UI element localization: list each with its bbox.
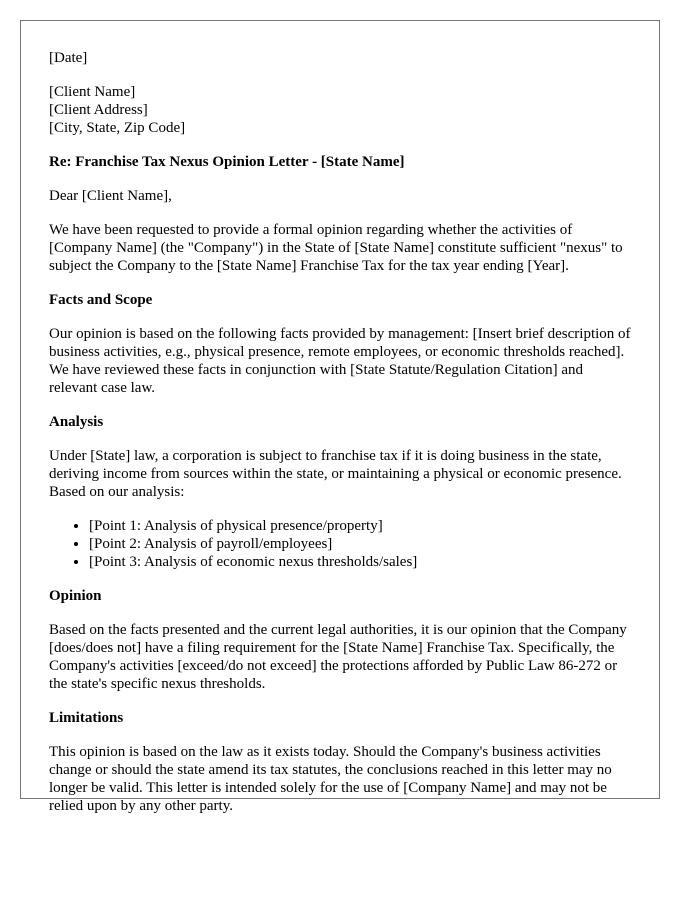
opinion-heading: Opinion bbox=[49, 588, 102, 604]
letter-date: [Date] bbox=[49, 50, 88, 66]
subject-line: Re: Franchise Tax Nexus Opinion Letter - [State Name] bbox=[49, 154, 405, 170]
analysis-paragraph: Under [State] law, a corporation is subject to franchise tax if it is doing business in the state, deriving income from sources within the state, or maintaining a physical or economic presence. Based on our analysis: bbox=[49, 448, 622, 500]
intro-paragraph: We have been requested to provide a formal opinion regarding whether the activities of [Company Name] (the "Company") in the State of [State Name] constitute sufficient "nexus" to subject the Company to the [State Name] Franchise Tax for the tax year ending [Year]. bbox=[49, 222, 623, 274]
client-address: [Client Address] bbox=[49, 102, 148, 118]
letter-page bbox=[20, 20, 660, 814]
limitations-paragraph: This opinion is based on the law as it exists today. Should the Company's business activities change or should the state amend its tax statutes, the conclusions reached in this letter may no longer be valid. This letter is intended solely for the use of [Company Name] and may not be relied upon by any other party. bbox=[49, 744, 612, 814]
list-item: • [Point 1: Analysis of physical presence/property] bbox=[89, 517, 635, 535]
list-item: • [Point 3: Analysis of economic nexus thresholds/sales] bbox=[89, 553, 635, 571]
list-item: • [Point 2: Analysis of payroll/employees] bbox=[89, 535, 635, 553]
facts-paragraph: Our opinion is based on the following facts provided by management: [Insert brief description of business activities, e.g., physical presence, remote employees, or economic thresholds reached]. We have reviewed these facts in conjunction with [State Statute/Regulation Citation] and relevant case law. bbox=[49, 326, 631, 396]
client-name: [Client Name] bbox=[49, 84, 136, 100]
facts-heading: Facts and Scope bbox=[49, 292, 153, 308]
client-address-block bbox=[49, 83, 635, 137]
opinion-paragraph: Based on the facts presented and the current legal authorities, it is our opinion that the Company [does/does not] have a filing requirement for the [State Name] Franchise Tax. Specifically, the Company's activities [exceed/do not exceed] the protections afforded by Public Law 86-272 or the state's specific nexus thresholds. bbox=[49, 622, 627, 692]
analysis-point-list bbox=[49, 517, 635, 571]
salutation: Dear [Client Name], bbox=[49, 188, 172, 204]
letter-content bbox=[49, 49, 635, 831]
limitations-heading: Limitations bbox=[49, 710, 124, 726]
client-city-state-zip: [City, State, Zip Code] bbox=[49, 120, 186, 136]
analysis-heading: Analysis bbox=[49, 414, 104, 430]
